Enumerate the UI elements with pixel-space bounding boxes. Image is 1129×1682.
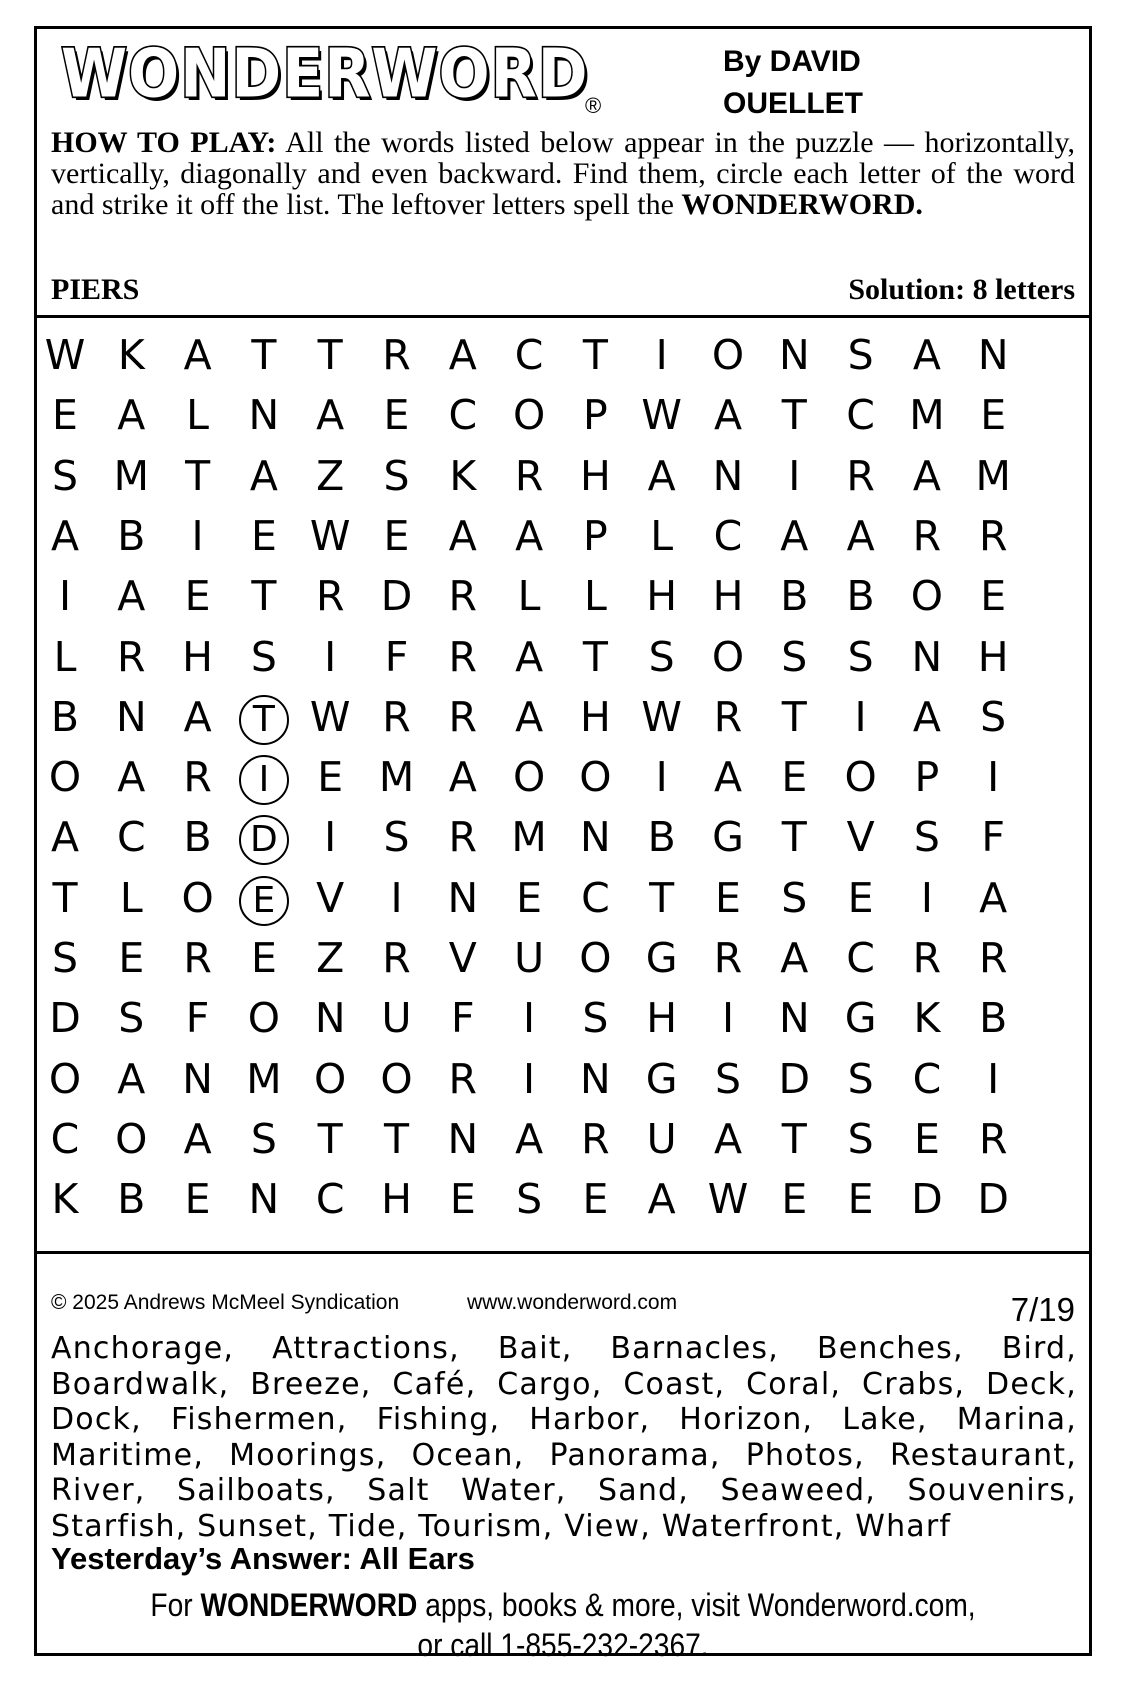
grid-letter[interactable]: C [50,1114,80,1163]
grid-letter[interactable]: O [844,753,877,802]
grid-letter[interactable]: E [383,511,410,560]
puzzle-theme: PIERS [51,273,140,306]
word-list: Anchorage, Attractions, Bait, Barnacles, Benches, Bird, Boardwalk, Breeze, Café, Cargo, Coast, Coral, Crabs, Deck, Dock, Fishermen, Fishing, Harbor, Horizon, Lake, Marina, Maritime, Moorings, Ocean, Panorama, Photos, Restaurant, River, Sailboats, Salt Water, Sand, Seaweed, Souvenirs, Starfish, Sunset, Tide, Tourism, View, Waterfront, Wharf [51,1331,1077,1544]
grid-letter[interactable]: D [49,994,81,1043]
grid-letter[interactable]: A [50,511,80,560]
grid-letter[interactable]: N [778,994,810,1043]
grid-letter[interactable]: H [579,451,611,500]
grid-letter[interactable]: W [309,692,351,741]
grid-row [37,566,1089,626]
byline-line-2: OUELLET [723,87,863,120]
grid-letter[interactable]: E [715,873,741,922]
byline-line-1: By DAVID [723,45,861,78]
grid-letter[interactable]: T [317,331,343,379]
grid-letter[interactable]: A [780,511,809,560]
grid-letter[interactable]: T [649,873,675,922]
grid-letter[interactable]: W [707,1175,749,1224]
grid-letter[interactable]: E [184,1175,211,1224]
grid-letter[interactable]: M [909,391,945,440]
grid-letter[interactable]: O [512,391,546,440]
grid-letter[interactable]: S [781,632,808,681]
grid-letter[interactable]: T [185,451,211,500]
grid-letter[interactable]: N [182,1054,213,1103]
grid-letter[interactable]: V [448,934,477,982]
how-to-play-label: HOW TO PLAY: [51,126,277,159]
grid-letter[interactable]: G [844,994,877,1043]
grid-letter[interactable]: M [975,451,1011,500]
grid-row [37,506,1089,566]
grid-letter[interactable]: I [655,753,668,802]
grid-letter[interactable]: E [250,934,277,982]
grid-letter[interactable]: P [914,753,940,802]
grid-letter[interactable]: E [582,1175,609,1224]
grid-letter[interactable]: R [912,934,942,982]
grid-letter-circled[interactable]: T [232,687,296,747]
grid-letter[interactable]: B [117,1175,146,1224]
grid-letter[interactable]: S [516,1175,543,1224]
how-to-play-text: All the words listed below appear in the puzzle — horizontally, vertically, diagonally and even backward. Find them, circle each letter of the word and strike it off the list. The leftover letters spell the [51,126,1076,221]
grid-letter[interactable]: E [913,1114,940,1163]
grid-letter[interactable]: R [448,1054,478,1103]
grid-row [37,928,1089,988]
grid-letter[interactable]: R [448,632,478,681]
grid-letter[interactable]: I [987,1054,1000,1103]
grid-row [37,868,1089,928]
grid-letter[interactable]: R [382,331,411,379]
grid-letter[interactable]: B [50,692,80,741]
grid-letter[interactable]: A [249,451,278,500]
grid-letter[interactable]: A [515,1114,544,1163]
grid-letter[interactable]: T [781,391,807,440]
grid-letter[interactable]: E [250,511,277,560]
promo-text [100,1585,1026,1665]
grid-letter[interactable]: S [980,692,1007,741]
grid-letter[interactable]: T [582,632,608,681]
grid-letter[interactable]: N [977,331,1009,379]
grid-letter[interactable]: A [117,753,146,802]
grid-letter-circled[interactable]: I [232,747,296,807]
grid-letter[interactable]: E [781,753,808,802]
grid-letter[interactable]: N [712,451,744,500]
grid-letter[interactable]: H [182,632,214,681]
grid-letter[interactable]: R [315,572,345,621]
grid-row [37,1049,1089,1109]
grid-letter[interactable]: R [183,753,212,802]
grid-letter[interactable]: Z [316,451,345,500]
grid-letter[interactable]: T [582,331,608,379]
solution-length: Solution: 8 letters [848,273,1075,306]
puzzle-frame [34,26,1092,1663]
grid-letter[interactable]: N [580,1054,611,1103]
grid-letter[interactable]: A [515,692,544,741]
grid-letter[interactable]: E [449,1175,476,1224]
grid-letter[interactable]: D [778,1054,811,1103]
grid-letter[interactable]: C [514,331,544,379]
grid-letter[interactable]: R [713,934,743,982]
grid-letter[interactable]: N [115,692,147,741]
grid-letter[interactable]: C [315,1175,345,1224]
grid-letter[interactable]: U [646,1114,677,1163]
grid-row [37,807,1089,867]
grid-letter[interactable]: K [117,331,145,379]
grid-letter[interactable]: K [913,994,941,1043]
grid-row [37,325,1089,385]
how-to-play-end: WONDERWORD. [681,188,923,221]
grid-letter[interactable]: E [980,572,1007,621]
grid-letter[interactable]: G [645,934,678,982]
grid-row [37,988,1089,1048]
grid-letter[interactable]: R [117,632,146,681]
grid-letter[interactable]: A [647,1175,676,1224]
promo-post: apps, books & more, visit Wonderword.com, [417,1587,976,1623]
grid-letter[interactable]: M [246,1054,282,1103]
grid-letter[interactable]: L [650,511,674,560]
grid-letter[interactable]: H [977,632,1009,681]
grid-letter[interactable]: S [648,632,675,681]
grid-letter[interactable]: P [583,511,608,560]
wonderword-logo: WONDERWORD [61,35,589,114]
grid-letter[interactable]: V [846,813,875,862]
grid-letter[interactable]: S [847,331,874,379]
grid-letter[interactable]: A [515,511,544,560]
grid-letter[interactable]: I [390,873,403,922]
grid-letter[interactable]: R [846,451,875,500]
grid-letter[interactable]: O [115,1114,148,1163]
grid-letter[interactable]: L [53,632,77,681]
grid-letter[interactable]: O [910,572,944,621]
grid-letter[interactable]: T [52,873,78,922]
grid-letter[interactable]: H [712,572,744,621]
grid-letter[interactable]: T [383,1114,410,1163]
grid-letter[interactable]: S [51,451,79,500]
grid-letter[interactable]: E [516,873,543,922]
grid-letter[interactable]: H [646,572,678,621]
grid-letter[interactable]: C [846,391,875,440]
grid-letter[interactable]: I [721,994,735,1043]
grid-letter[interactable]: S [118,994,145,1043]
grid-letter[interactable]: O [512,753,546,802]
grid-letter[interactable]: L [186,391,210,440]
grid-letter[interactable]: B [183,813,212,862]
grid-letter[interactable]: N [248,1175,280,1224]
grid-letter[interactable]: P [583,391,608,440]
grid-letter[interactable]: B [647,813,676,862]
grid-letter[interactable]: U [381,994,412,1043]
grid-letter[interactable]: T [781,813,807,862]
grid-letter[interactable]: H [646,994,678,1043]
grid-letter[interactable]: S [582,994,609,1043]
registered-mark: ® [585,93,602,118]
grid-letter[interactable]: A [713,1114,743,1163]
grid-letter[interactable]: A [780,934,809,982]
grid-letter[interactable]: F [185,994,210,1043]
grid-letter[interactable]: A [316,391,345,440]
grid-letter[interactable]: E [52,391,78,440]
grid-letter[interactable]: D [911,1175,943,1224]
grid-letter[interactable]: A [183,692,212,741]
grid-letter[interactable]: I [324,813,337,862]
grid-letter[interactable]: N [911,632,943,681]
grid-letter[interactable]: I [920,873,933,922]
grid-letter[interactable]: S [383,813,410,862]
grid-letter[interactable]: A [448,753,477,802]
grid-row [37,1109,1089,1169]
promo-pre: For [150,1587,201,1623]
grid-row [37,747,1089,807]
grid-letter[interactable]: A [515,632,544,681]
grid-letter[interactable]: I [58,572,72,621]
promo-line-1 [100,1585,1026,1625]
grid-letter[interactable]: C [912,1054,942,1103]
grid-letter[interactable]: G [712,813,744,862]
grid-letter[interactable]: S [781,873,808,922]
grid-letter[interactable]: B [846,572,875,621]
website-link[interactable]: www.wonderword.com [467,1291,678,1314]
grid-letter[interactable]: E [184,572,211,621]
grid-letter[interactable]: I [854,692,867,741]
grid-letter[interactable]: H [381,1175,412,1224]
grid-letter[interactable]: I [788,451,801,500]
grid-letter[interactable]: A [912,451,941,500]
grid-letter[interactable]: S [913,813,940,862]
grid-letter[interactable]: L [583,572,607,621]
grid-letter[interactable]: N [580,813,611,862]
grid-letter[interactable]: E [781,1175,808,1224]
grid-letter[interactable]: O [579,934,612,982]
grid-letter[interactable]: B [780,572,809,621]
grid-letter[interactable]: C [846,934,875,982]
grid-row [37,446,1089,506]
grid-letter[interactable]: R [448,813,478,862]
grid-letter[interactable]: O [579,753,612,802]
grid-letter[interactable]: R [581,1114,610,1163]
grid-row [37,687,1089,747]
grid-letter[interactable]: H [579,692,611,741]
grid-letter[interactable]: B [979,994,1008,1043]
grid-letter[interactable]: F [451,994,475,1043]
grid-row [37,1169,1089,1229]
grid-row [37,385,1089,445]
grid-letter[interactable]: E [118,934,145,982]
grid-letter[interactable]: I [523,1054,536,1103]
grid-letter[interactable]: R [183,934,212,982]
how-to-play [51,127,1075,220]
grid-divider [37,1251,1089,1254]
grid-letter[interactable]: Z [316,934,345,982]
grid-letter[interactable]: A [713,391,743,440]
grid-letter[interactable]: A [647,451,676,500]
grid-letter[interactable]: E [317,753,344,802]
grid-letter[interactable]: O [48,1054,82,1103]
grid-letter[interactable]: L [517,572,541,621]
grid-letter[interactable]: T [781,1114,807,1163]
grid-letter[interactable]: A [979,873,1008,922]
grid-letter[interactable]: I [324,632,337,681]
grid-letter[interactable]: A [117,572,146,621]
grid-letter[interactable]: C [713,511,743,560]
grid-letter[interactable]: A [448,511,477,560]
grid-letter[interactable]: S [250,1114,277,1163]
grid-letter[interactable]: T [251,572,277,621]
grid-letter[interactable]: N [447,1114,479,1163]
grid-letter[interactable]: N [778,331,810,379]
grid-letter[interactable]: C [581,873,610,922]
grid-letter[interactable]: O [314,1054,347,1103]
grid-letter[interactable]: O [380,1054,413,1103]
grid-letter[interactable]: T [317,1114,343,1163]
puzzle-date: 7/19 [1010,1291,1075,1328]
copyright: © 2025 Andrews McMeel Syndication [51,1291,400,1314]
grid-letter[interactable]: R [978,1114,1008,1163]
grid-letter[interactable]: R [912,511,942,560]
promo-line-2: or call 1-855-232-2367. [417,1627,709,1663]
grid-letter[interactable]: F [384,632,409,681]
grid-letter[interactable]: A [183,331,212,379]
grid-letter[interactable]: R [978,511,1008,560]
yesterdays-answer: Yesterday’s Answer: All Ears [51,1541,475,1576]
grid-letter[interactable]: A [448,331,477,379]
grid-letter[interactable]: N [447,873,479,922]
grid-letter[interactable]: F [981,813,1005,862]
grid-letter[interactable]: S [714,1054,742,1103]
grid-letter[interactable]: S [847,1114,874,1163]
grid-letter[interactable]: W [44,331,86,379]
grid-letter[interactable]: A [117,1054,146,1103]
grid-letter[interactable]: R [713,692,743,741]
grid-letter[interactable]: R [382,692,411,741]
grid-letter[interactable]: I [523,994,536,1043]
grid-letter[interactable]: S [383,451,410,500]
grid-letter[interactable]: O [247,994,281,1043]
grid-letter[interactable]: A [846,511,875,560]
grid-letter[interactable]: M [378,753,415,802]
grid-letter[interactable]: E [980,391,1007,440]
grid-letter[interactable]: R [514,451,544,500]
grid-letter[interactable]: L [119,873,143,922]
grid-letter[interactable]: K [51,1175,79,1224]
grid-letter[interactable]: G [645,1054,678,1103]
grid-letter[interactable]: S [51,934,79,982]
grid-letter[interactable]: S [847,1054,874,1103]
grid-row [37,627,1089,687]
grid-letter[interactable]: A [117,391,146,440]
grid-letter[interactable]: I [987,753,1000,802]
grid-letter[interactable]: E [383,391,410,440]
grid-letter[interactable]: I [655,331,668,379]
grid-letter[interactable]: R [978,934,1008,982]
grid-letter[interactable]: M [113,451,149,500]
grid-letter-circled[interactable]: E [232,868,296,928]
grid-letter[interactable]: I [191,511,204,560]
grid-letter[interactable]: B [117,511,146,560]
grid-letter[interactable]: E [847,1175,874,1224]
grid-letter[interactable]: O [48,753,82,802]
grid-letter[interactable]: A [183,1114,212,1163]
grid-letter[interactable]: K [449,451,477,500]
grid-letter[interactable]: S [847,632,874,681]
grid-letter[interactable]: E [847,873,874,922]
grid-letter[interactable]: R [448,572,478,621]
promo-brand: WONDERWORD [200,1587,418,1623]
grid-letter[interactable]: W [309,511,351,560]
grid-letter[interactable]: R [448,692,478,741]
grid-letter[interactable]: M [511,813,547,862]
grid-letter[interactable]: C [448,391,478,440]
grid-letter[interactable]: C [116,813,146,862]
grid-letter[interactable]: S [250,632,277,681]
grid-letter[interactable]: O [181,873,214,922]
header-divider [37,315,1089,318]
grid-letter[interactable]: N [248,391,280,440]
grid-letter[interactable]: A [912,331,941,379]
grid-letter[interactable]: W [641,391,682,440]
grid-letter[interactable]: U [514,934,545,982]
grid-letter[interactable]: V [316,873,345,922]
byline [723,41,863,125]
grid-letter[interactable]: A [50,813,80,862]
grid-letter[interactable]: O [711,331,745,379]
grid-letter[interactable]: T [251,331,277,379]
grid-letter[interactable]: A [713,753,743,802]
grid-letter[interactable]: W [641,692,682,741]
letter-grid [37,319,1089,1239]
grid-letter[interactable]: O [711,632,745,681]
grid-letter[interactable]: D [977,1175,1009,1224]
grid-letter[interactable]: R [382,934,411,982]
grid-letter-circled[interactable]: D [232,807,296,867]
grid-letter[interactable]: T [781,692,807,741]
grid-letter[interactable]: A [912,692,941,741]
grid-letter[interactable]: D [380,572,413,621]
grid-letter[interactable]: N [314,994,346,1043]
